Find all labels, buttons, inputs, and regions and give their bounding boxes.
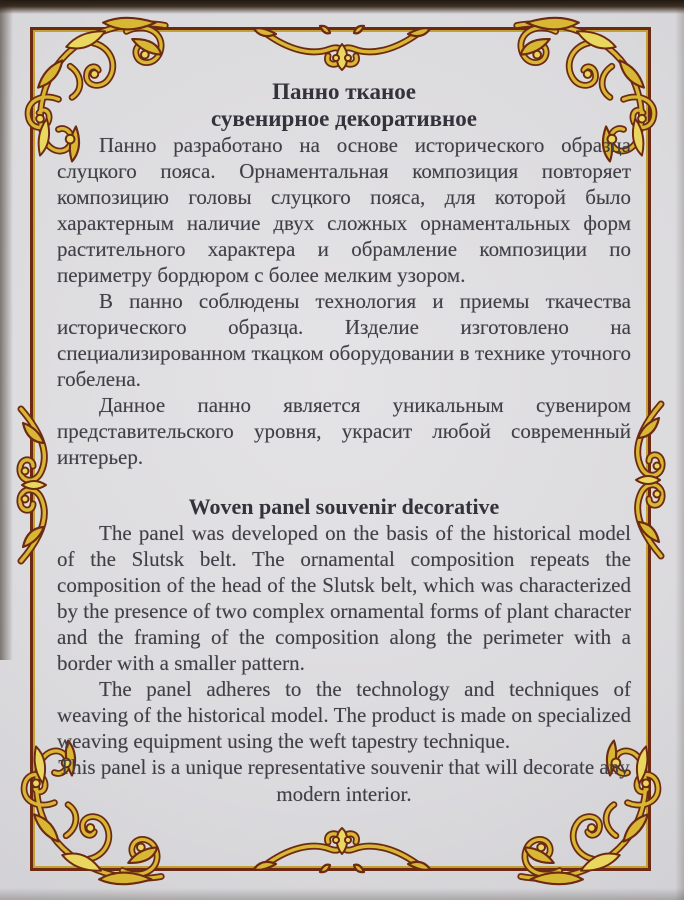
ornament-side-left-icon [10,395,64,575]
russian-paragraph-3: Данное панно является уникальным сувениром представительского уровня, украсит любой современный интерьер. [57,393,631,469]
english-closing-paragraph: This panel is a unique representative souvenir that will decorate any modern interior. [58,755,630,806]
photo-edge-left-shadow [0,0,13,660]
russian-title [57,78,631,132]
english-paragraph-2: The panel adheres to the technology and techniques of weaving of the historical model. The product is made on specialized weaving equipment using the weft tapestry technique. [57,677,631,753]
english-title: Woven panel souvenir decorative [188,494,500,519]
russian-paragraph-1: Панно разработано на основе исторического образца слуцкого пояса. Орнаментальная композиция повторяет композицию головы слуцкого пояса, для которой было характерным наличие двух сложных орнаментальных форм растительного характера и обрамление композиции по периметру бордюром с более мелким узором. [57,133,631,287]
photo-edge-top-shadow [0,0,684,14]
ornament-center-bottom-icon [252,810,432,874]
russian-title-line1: Панно тканое [272,79,416,104]
russian-paragraph-2: В панно соблюдены технология и приемы ткачества исторического образца. Изделие изготовлено на специализированном ткацком оборудовании в технике уточного гобелена. [57,289,631,391]
document-content [57,78,631,808]
russian-title-line2: сувенирное декоративное [211,106,477,131]
english-paragraph-1: The panel was developed on the basis of the historical model of the Slutsk belt. The ornamental composition repeats the composition of the head of the Slutsk belt, which was characterized by the presence of two complex ornamental forms of plant character and the framing of the composition along the perimeter with a border with a smaller pattern. [57,521,631,675]
